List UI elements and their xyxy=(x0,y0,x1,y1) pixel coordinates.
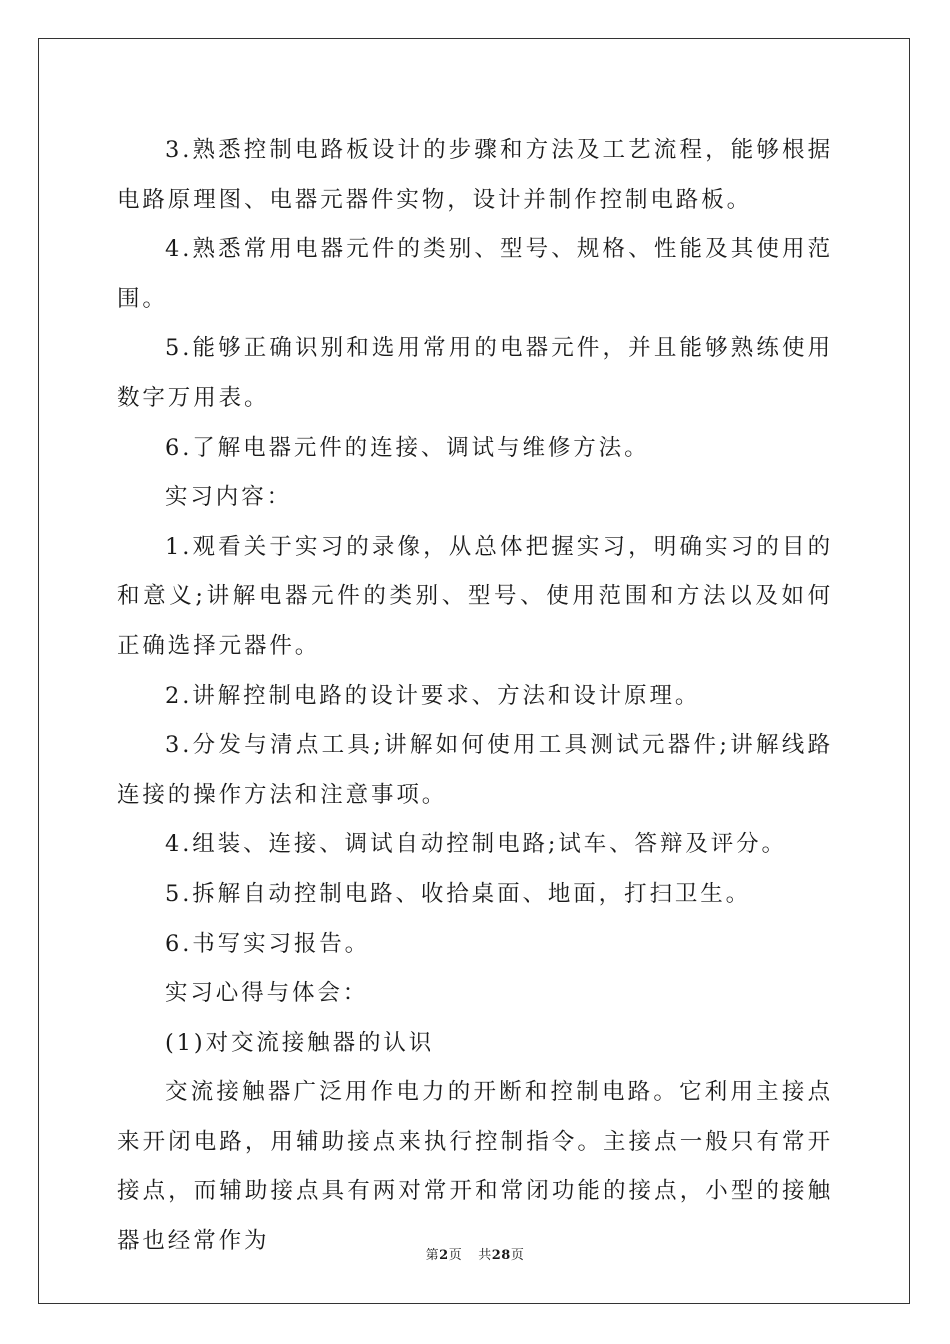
paragraph-content-6: 6.书写实习报告。 xyxy=(165,930,371,957)
section-heading-reflection: 实习心得与体会： xyxy=(165,980,369,1007)
paragraph-content-2: 2.讲解控制电路的设计要求、方法和设计原理。 xyxy=(165,682,701,709)
page-total: 28 xyxy=(491,1248,511,1263)
paragraph-objective-6: 6.了解电器元件的连接、调试与维修方法。 xyxy=(165,434,650,461)
paragraph-objective-4: 4.熟悉常用电器元件的类别、型号、规格、性能及其使用范围。 xyxy=(117,236,833,312)
page-suffix: 页 xyxy=(448,1248,463,1263)
paragraph-content-1: 1.观看关于实习的录像，从总体把握实习，明确实习的目的和意义;讲解电器元件的类别、型号、使用范围和方法以及如何正确选择元器件。 xyxy=(117,533,833,659)
paragraph-content-4: 4.组装、连接、调试自动控制电路;试车、答辩及评分。 xyxy=(165,831,787,858)
total-prefix: 共 xyxy=(478,1248,492,1263)
paragraph-content-5: 5.拆解自动控制电路、收拾桌面、地面，打扫卫生。 xyxy=(165,880,752,907)
paragraph-objective-5: 5.能够正确识别和选用常用的电器元件，并且能够熟练使用数字万用表。 xyxy=(117,335,833,411)
total-suffix: 页 xyxy=(510,1248,525,1263)
paragraph-contactor-body: 交流接触器广泛用作电力的开断和控制电路。它利用主接点来开闭电路，用辅助接点来执行控制指令。主接点一般只有常开接点，而辅助接点具有两对常开和常闭功能的接点，小型的接触器也经常作为 xyxy=(117,1079,833,1255)
document-body xyxy=(117,126,833,1267)
page-footer xyxy=(0,1244,950,1263)
page-number: 2 xyxy=(439,1248,449,1263)
page-prefix: 第 xyxy=(425,1248,440,1263)
section-heading-content: 实习内容： xyxy=(165,484,293,511)
paragraph-content-3: 3.分发与清点工具;讲解如何使用工具测试元器件;讲解线路连接的操作方法和注意事项。 xyxy=(117,732,833,808)
subheading-contactor: (1)对交流接触器的认识 xyxy=(165,1029,435,1056)
paragraph-objective-3: 3.熟悉控制电路板设计的步骤和方法及工艺流程，能够根据电路原理图、电器元器件实物，设计并制作控制电路板。 xyxy=(117,137,833,213)
